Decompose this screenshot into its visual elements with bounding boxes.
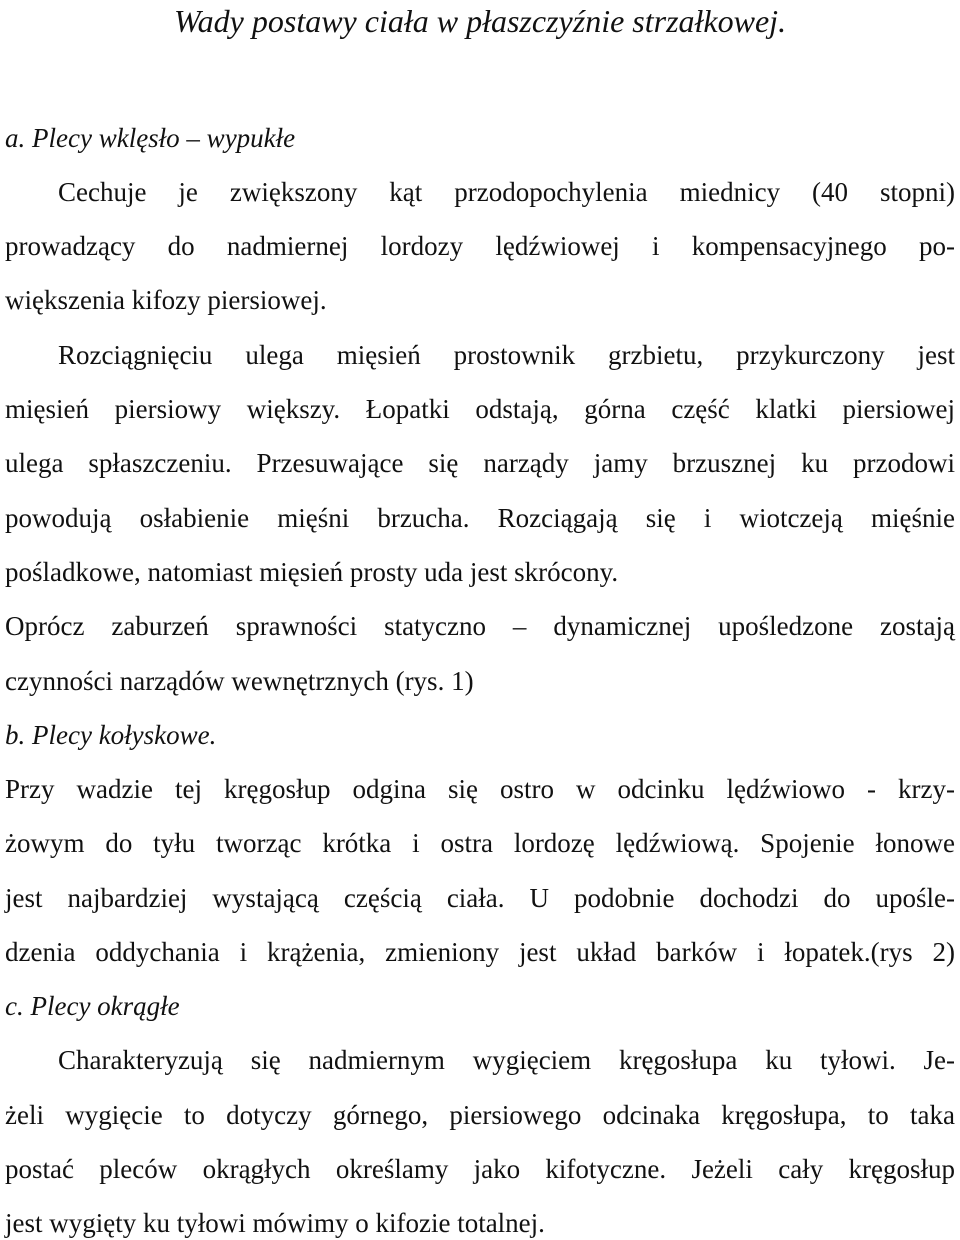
section-b-line-2: żowym do tyłu tworząc krótka i ostra lordozę lędźwiową. Spojenie łonowe — [5, 828, 955, 858]
page-title: Wady postawy ciała w płaszczyźnie strzałkowej. — [173, 3, 787, 39]
section-a-line-1: Cechuje je zwiększony kąt przodopochylenia miednicy (40 stopni) — [58, 177, 955, 207]
section-a-heading: a. Plecy wklęsło – wypukłe — [5, 123, 296, 153]
section-c-line-1: Charakteryzują się nadmiernym wygięciem kręgosłupa ku tyłowi. Je- — [58, 1045, 955, 1075]
section-a-line-6: ulega spłaszczeniu. Przesuwające się narządy jamy brzusznej ku przodowi — [5, 448, 955, 478]
section-a-line-9: Oprócz zaburzeń sprawności statyczno – dynamicznej upośledzone zostają — [5, 611, 955, 641]
section-b-heading: b. Plecy kołyskowe. — [5, 720, 217, 750]
section-b-line-4: dzenia oddychania i krążenia, zmieniony jest układ barków i łopatek.(rys 2) — [5, 937, 955, 967]
section-a-line-4: Rozciągnięciu ulega mięsień prostownik grzbietu, przykurczony jest — [58, 340, 955, 370]
section-a-line-2: prowadzący do nadmiernej lordozy lędźwiowej i kompensacyjnego po- — [5, 231, 955, 261]
section-c-line-3: postać pleców okrągłych określamy jako kifotyczne. Jeżeli cały kręgosłup — [5, 1154, 955, 1184]
section-c-line-4: jest wygięty ku tyłowi mówimy o kifozie totalnej. — [5, 1208, 545, 1238]
section-a-line-5: mięsień piersiowy większy. Łopatki odstają, górna część klatki piersiowej — [5, 394, 955, 424]
section-c-line-2: żeli wygięcie to dotyczy górnego, piersiowego odcinaka kręgosłupa, to taka — [5, 1100, 955, 1130]
section-a-line-10: czynności narządów wewnętrznych (rys. 1) — [5, 666, 474, 696]
section-b-line-1: Przy wadzie tej kręgosłup odgina się ostro w odcinku lędźwiowo - krzy- — [5, 774, 955, 804]
section-b-line-3: jest najbardziej wystającą częścią ciała. U podobnie dochodzi do upośle- — [5, 883, 955, 913]
section-a-line-3: większenia kifozy piersiowej. — [5, 285, 327, 315]
section-a-line-8: pośladkowe, natomiast mięsień prosty uda jest skrócony. — [5, 557, 619, 587]
section-c-heading: c. Plecy okrągłe — [5, 991, 180, 1021]
section-a-line-7: powodują osłabienie mięśni brzucha. Rozciągają się i wiotczeją mięśnie — [5, 503, 955, 533]
